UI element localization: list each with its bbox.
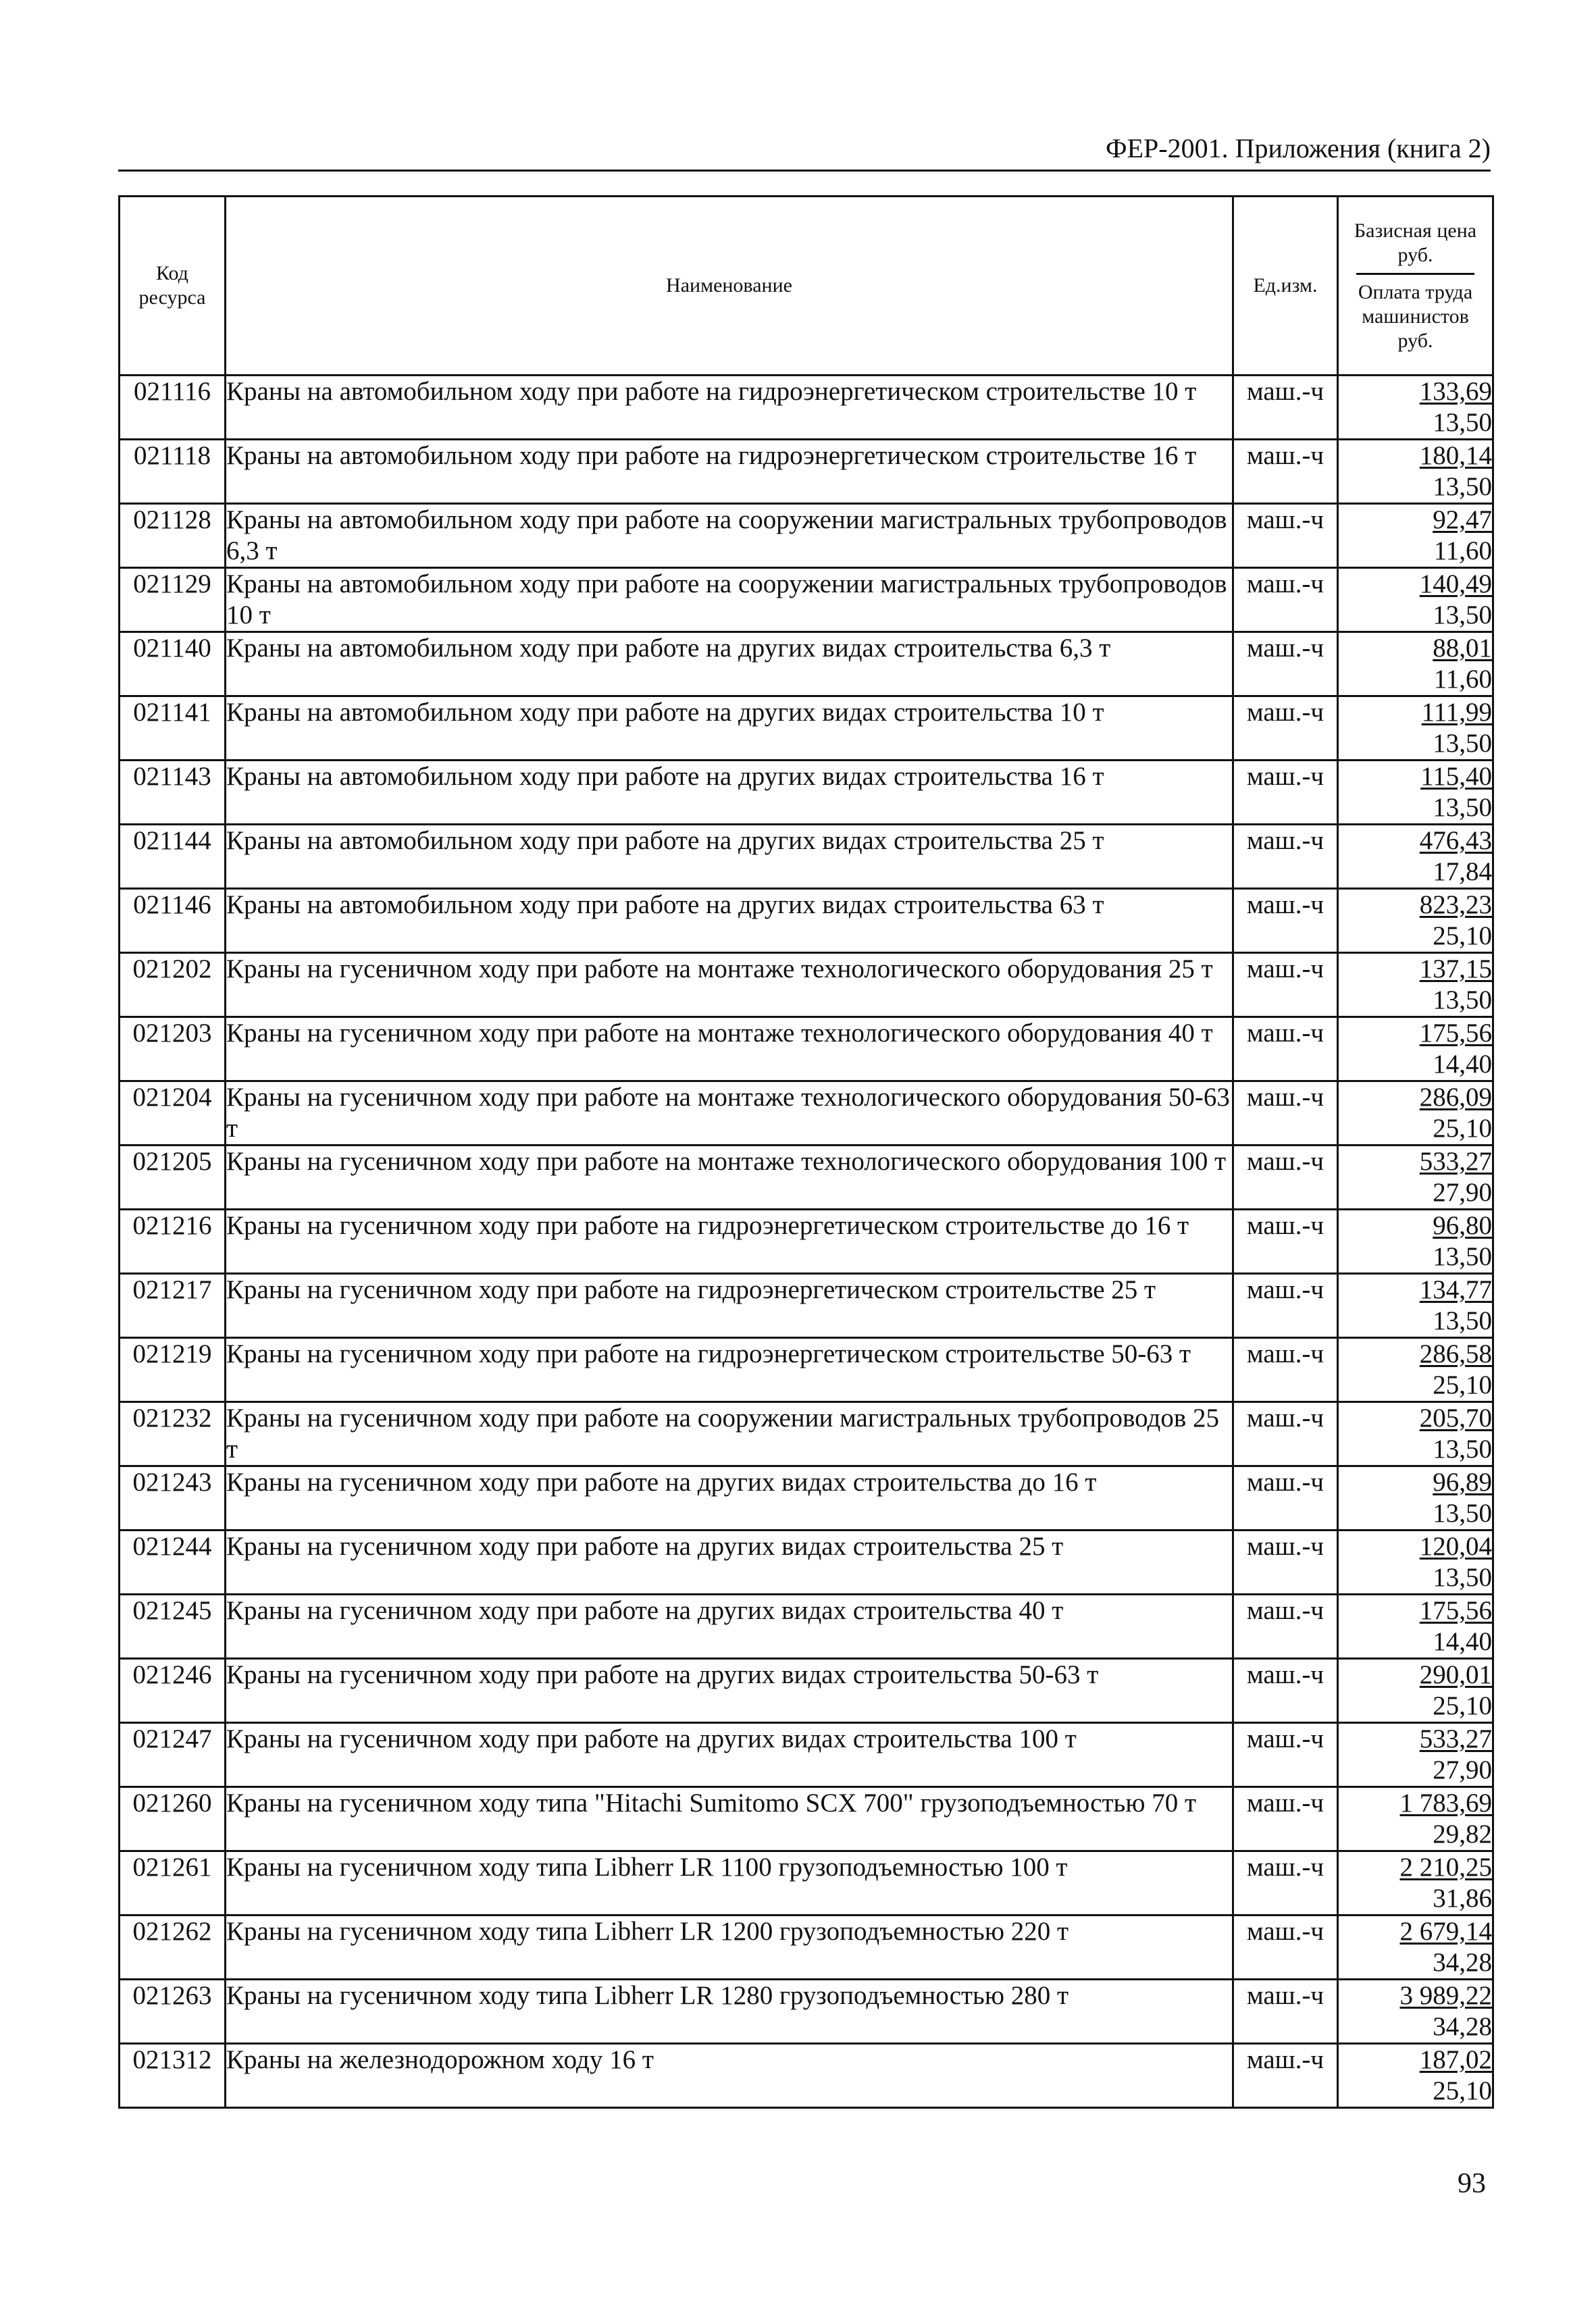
resource-code-cell: 021140: [120, 632, 226, 696]
table-body: [120, 376, 1493, 2108]
unit-cell: маш.-ч: [1233, 632, 1338, 696]
column-header-price: [1338, 197, 1493, 376]
resource-code-cell: 021202: [120, 953, 226, 1017]
operator-wage-value: 13,50: [1433, 472, 1492, 501]
table-row: [120, 889, 1493, 953]
resource-code-cell: 021116: [120, 376, 226, 440]
resource-code-cell: 021260: [120, 1787, 226, 1851]
base-price-value: 205,70: [1419, 1404, 1492, 1433]
unit-cell: маш.-ч: [1233, 1402, 1338, 1466]
unit-cell: маш.-ч: [1233, 761, 1338, 825]
base-price-value: 286,58: [1419, 1339, 1492, 1368]
resource-name-cell: Краны на автомобильном ходу при работе на гидроэнергетическом строительстве 16 т: [226, 440, 1233, 504]
resource-code-cell: 021118: [120, 440, 226, 504]
base-price-value: 134,77: [1419, 1275, 1492, 1304]
resource-code-cell: 021243: [120, 1466, 226, 1531]
table-row: [120, 504, 1493, 568]
table-row: [120, 761, 1493, 825]
resource-code-cell: 021263: [120, 1980, 226, 2044]
resource-name-cell: Краны на автомобильном ходу при работе на других видах строительства 25 т: [226, 825, 1233, 889]
resource-name-cell: Краны на гусеничном ходу при работе на гидроэнергетическом строительстве 25 т: [226, 1274, 1233, 1338]
table-row: [120, 376, 1493, 440]
operator-wage-value: 25,10: [1433, 1691, 1492, 1720]
table-row: [120, 1338, 1493, 1402]
table-row: [120, 1081, 1493, 1146]
operator-wage-value: 31,86: [1433, 1884, 1492, 1913]
column-header-operator-wage: Оплата труда машинистов руб.: [1358, 280, 1473, 352]
table-row: [120, 632, 1493, 696]
resource-code-cell: 021216: [120, 1210, 226, 1274]
resource-name-cell: Краны на железнодорожном ходу 16 т: [226, 2044, 1233, 2108]
unit-cell: маш.-ч: [1233, 568, 1338, 632]
price-cell: [1338, 1659, 1493, 1723]
resource-code-cell: 021144: [120, 825, 226, 889]
resource-name-cell: Краны на гусеничном ходу типа "Hitachi Sumitomo SCX 700" грузоподъемностью 70 т: [226, 1787, 1233, 1851]
operator-wage-value: 13,50: [1433, 985, 1492, 1014]
operator-wage-value: 17,84: [1433, 857, 1492, 886]
operator-wage-value: 11,60: [1433, 536, 1492, 565]
column-header-name: Наименование: [226, 197, 1233, 376]
operator-wage-value: 13,50: [1433, 793, 1492, 822]
page-header-title: ФЕР-2001. Приложения (книга 2): [1106, 133, 1491, 163]
operator-wage-value: 13,50: [1433, 1242, 1492, 1271]
price-cell: [1338, 761, 1493, 825]
unit-cell: маш.-ч: [1233, 440, 1338, 504]
base-price-value: 286,09: [1419, 1083, 1492, 1112]
price-cell: [1338, 504, 1493, 568]
base-price-value: 92,47: [1433, 505, 1492, 534]
resource-name-cell: Краны на гусеничном ходу при работе на других видах строительства до 16 т: [226, 1466, 1233, 1531]
table-row: [120, 1531, 1493, 1595]
price-cell: [1338, 696, 1493, 761]
unit-cell: маш.-ч: [1233, 1851, 1338, 1916]
operator-wage-value: 13,50: [1433, 1435, 1492, 1464]
base-price-value: 175,56: [1419, 1019, 1492, 1048]
table-row: [120, 825, 1493, 889]
table-row: [120, 1017, 1493, 1081]
table-row: [120, 1723, 1493, 1787]
column-header-base-price: Базисная цена руб.: [1354, 219, 1477, 266]
table-row: [120, 568, 1493, 632]
price-cell: [1338, 632, 1493, 696]
operator-wage-value: 13,50: [1433, 1306, 1492, 1335]
resource-code-cell: 021204: [120, 1081, 226, 1146]
resource-name-cell: Краны на автомобильном ходу при работе на других видах строительства 10 т: [226, 696, 1233, 761]
table-row: [120, 1851, 1493, 1916]
base-price-value: 823,23: [1419, 890, 1492, 919]
resource-name-cell: Краны на гусеничном ходу при работе на гидроэнергетическом строительстве 50-63 т: [226, 1338, 1233, 1402]
price-cell: [1338, 1017, 1493, 1081]
operator-wage-value: 13,50: [1433, 600, 1492, 629]
resource-code-cell: 021217: [120, 1274, 226, 1338]
table-row: [120, 1402, 1493, 1466]
resource-name-cell: Краны на гусеничном ходу при работе на других видах строительства 40 т: [226, 1595, 1233, 1659]
resource-code-cell: 021129: [120, 568, 226, 632]
unit-cell: маш.-ч: [1233, 504, 1338, 568]
base-price-value: 137,15: [1419, 954, 1492, 983]
unit-cell: маш.-ч: [1233, 1659, 1338, 1723]
base-price-value: 88,01: [1433, 634, 1492, 663]
price-cell: [1338, 1338, 1493, 1402]
resource-price-table: [118, 195, 1494, 2109]
price-cell: [1338, 1210, 1493, 1274]
price-cell: [1338, 440, 1493, 504]
price-cell: [1338, 953, 1493, 1017]
resource-code-cell: 021141: [120, 696, 226, 761]
resource-name-cell: Краны на автомобильном ходу при работе на сооружении магистральных трубопроводов 10 т: [226, 568, 1233, 632]
resource-code-cell: 021143: [120, 761, 226, 825]
resource-name-cell: Краны на автомобильном ходу при работе на других видах строительства 6,3 т: [226, 632, 1233, 696]
base-price-value: 2 210,25: [1399, 1853, 1492, 1882]
resource-code-cell: 021219: [120, 1338, 226, 1402]
operator-wage-value: 25,10: [1433, 1114, 1492, 1143]
operator-wage-value: 27,90: [1433, 1178, 1492, 1207]
column-header-unit: Ед.изм.: [1233, 197, 1338, 376]
resource-code-cell: 021128: [120, 504, 226, 568]
price-cell: [1338, 1466, 1493, 1531]
operator-wage-value: 34,28: [1433, 2012, 1492, 2041]
table-row: [120, 1916, 1493, 1980]
base-price-value: 3 989,22: [1399, 1981, 1492, 2010]
table-row: [120, 696, 1493, 761]
base-price-value: 533,27: [1419, 1724, 1492, 1753]
operator-wage-value: 25,10: [1433, 921, 1492, 950]
table-row: [120, 2044, 1493, 2108]
resource-code-cell: 021245: [120, 1595, 226, 1659]
table-row: [120, 1146, 1493, 1210]
resource-code-cell: 021205: [120, 1146, 226, 1210]
unit-cell: маш.-ч: [1233, 1980, 1338, 2044]
operator-wage-value: 13,50: [1433, 408, 1492, 437]
resource-name-cell: Краны на гусеничном ходу при работе на монтаже технологического оборудования 50-63 т: [226, 1081, 1233, 1146]
base-price-value: 180,14: [1419, 441, 1492, 470]
base-price-value: 111,99: [1421, 698, 1492, 727]
base-price-value: 120,04: [1419, 1532, 1492, 1561]
table-row: [120, 1787, 1493, 1851]
column-header-code: Код ресурса: [120, 197, 226, 376]
base-price-value: 115,40: [1420, 762, 1492, 791]
price-cell: [1338, 1916, 1493, 1980]
price-cell: [1338, 1595, 1493, 1659]
unit-cell: маш.-ч: [1233, 1531, 1338, 1595]
price-cell: [1338, 889, 1493, 953]
column-header-divider: [1356, 273, 1474, 275]
resource-name-cell: Краны на автомобильном ходу при работе на гидроэнергетическом строительстве 10 т: [226, 376, 1233, 440]
resource-name-cell: Краны на гусеничном ходу типа Libherr LR 1100 грузоподъемностью 100 т: [226, 1851, 1233, 1916]
base-price-value: 96,80: [1433, 1211, 1492, 1240]
resource-code-cell: 021244: [120, 1531, 226, 1595]
resource-code-cell: 021246: [120, 1659, 226, 1723]
resource-name-cell: Краны на гусеничном ходу при работе на монтаже технологического оборудования 40 т: [226, 1017, 1233, 1081]
operator-wage-value: 25,10: [1433, 2076, 1492, 2105]
table-row: [120, 1274, 1493, 1338]
unit-cell: маш.-ч: [1233, 1466, 1338, 1531]
operator-wage-value: 27,90: [1433, 1755, 1492, 1784]
resource-name-cell: Краны на автомобильном ходу при работе на сооружении магистральных трубопроводов 6,3 т: [226, 504, 1233, 568]
resource-name-cell: Краны на гусеничном ходу типа Libherr LR 1200 грузоподъемностью 220 т: [226, 1916, 1233, 1980]
unit-cell: маш.-ч: [1233, 1338, 1338, 1402]
unit-cell: маш.-ч: [1233, 696, 1338, 761]
resource-code-cell: 021146: [120, 889, 226, 953]
unit-cell: маш.-ч: [1233, 1081, 1338, 1146]
resource-code-cell: 021261: [120, 1851, 226, 1916]
resource-name-cell: Краны на автомобильном ходу при работе на других видах строительства 16 т: [226, 761, 1233, 825]
unit-cell: маш.-ч: [1233, 1274, 1338, 1338]
resource-code-cell: 021247: [120, 1723, 226, 1787]
base-price-value: 96,89: [1433, 1468, 1492, 1497]
base-price-value: 187,02: [1419, 2045, 1492, 2074]
price-cell: [1338, 825, 1493, 889]
price-cell: [1338, 568, 1493, 632]
operator-wage-value: 13,50: [1433, 729, 1492, 758]
price-cell: [1338, 1274, 1493, 1338]
resource-name-cell: Краны на гусеничном ходу при работе на сооружении магистральных трубопроводов 25 т: [226, 1402, 1233, 1466]
unit-cell: маш.-ч: [1233, 376, 1338, 440]
operator-wage-value: 34,28: [1433, 1948, 1492, 1977]
unit-cell: маш.-ч: [1233, 2044, 1338, 2108]
table-header-row: [120, 197, 1493, 376]
resource-code-cell: 021312: [120, 2044, 226, 2108]
header-rule: [118, 170, 1491, 172]
unit-cell: маш.-ч: [1233, 953, 1338, 1017]
table-row: [120, 1595, 1493, 1659]
table-row: [120, 1980, 1493, 2044]
unit-cell: маш.-ч: [1233, 1146, 1338, 1210]
resource-name-cell: Краны на гусеничном ходу при работе на других видах строительства 50-63 т: [226, 1659, 1233, 1723]
resource-code-cell: 021262: [120, 1916, 226, 1980]
resource-code-cell: 021232: [120, 1402, 226, 1466]
resource-name-cell: Краны на гусеничном ходу при работе на других видах строительства 100 т: [226, 1723, 1233, 1787]
operator-wage-value: 13,50: [1433, 1499, 1492, 1528]
resource-name-cell: Краны на гусеничном ходу при работе на монтаже технологического оборудования 100 т: [226, 1146, 1233, 1210]
base-price-value: 1 783,69: [1399, 1789, 1492, 1818]
base-price-value: 140,49: [1419, 569, 1492, 598]
price-cell: [1338, 1402, 1493, 1466]
price-cell: [1338, 2044, 1493, 2108]
base-price-value: 533,27: [1419, 1147, 1492, 1176]
operator-wage-value: 25,10: [1433, 1370, 1492, 1399]
unit-cell: маш.-ч: [1233, 1595, 1338, 1659]
operator-wage-value: 29,82: [1433, 1820, 1492, 1849]
table-row: [120, 440, 1493, 504]
unit-cell: маш.-ч: [1233, 1017, 1338, 1081]
resource-name-cell: Краны на гусеничном ходу при работе на гидроэнергетическом строительстве до 16 т: [226, 1210, 1233, 1274]
unit-cell: маш.-ч: [1233, 1723, 1338, 1787]
base-price-value: 476,43: [1419, 826, 1492, 855]
resource-name-cell: Краны на автомобильном ходу при работе на других видах строительства 63 т: [226, 889, 1233, 953]
operator-wage-value: 14,40: [1433, 1627, 1492, 1656]
operator-wage-value: 11,60: [1433, 665, 1492, 694]
price-cell: [1338, 1980, 1493, 2044]
unit-cell: маш.-ч: [1233, 1916, 1338, 1980]
unit-cell: маш.-ч: [1233, 889, 1338, 953]
base-price-value: 290,01: [1419, 1660, 1492, 1689]
price-cell: [1338, 1723, 1493, 1787]
base-price-value: 133,69: [1419, 377, 1492, 406]
unit-cell: маш.-ч: [1233, 825, 1338, 889]
table-row: [120, 953, 1493, 1017]
price-cell: [1338, 1081, 1493, 1146]
price-cell: [1338, 376, 1493, 440]
resource-code-cell: 021203: [120, 1017, 226, 1081]
resource-name-cell: Краны на гусеничном ходу при работе на других видах строительства 25 т: [226, 1531, 1233, 1595]
price-cell: [1338, 1146, 1493, 1210]
price-cell: [1338, 1851, 1493, 1916]
price-cell: [1338, 1787, 1493, 1851]
table-row: [120, 1659, 1493, 1723]
price-cell: [1338, 1531, 1493, 1595]
operator-wage-value: 14,40: [1433, 1050, 1492, 1079]
table-row: [120, 1210, 1493, 1274]
base-price-value: 175,56: [1419, 1596, 1492, 1625]
resource-name-cell: Краны на гусеничном ходу типа Libherr LR 1280 грузоподъемностью 280 т: [226, 1980, 1233, 2044]
unit-cell: маш.-ч: [1233, 1210, 1338, 1274]
base-price-value: 2 679,14: [1399, 1917, 1492, 1946]
resource-name-cell: Краны на гусеничном ходу при работе на монтаже технологического оборудования 25 т: [226, 953, 1233, 1017]
page-number: 93: [1458, 2168, 1486, 2199]
table-row: [120, 1466, 1493, 1531]
unit-cell: маш.-ч: [1233, 1787, 1338, 1851]
operator-wage-value: 13,50: [1433, 1563, 1492, 1592]
